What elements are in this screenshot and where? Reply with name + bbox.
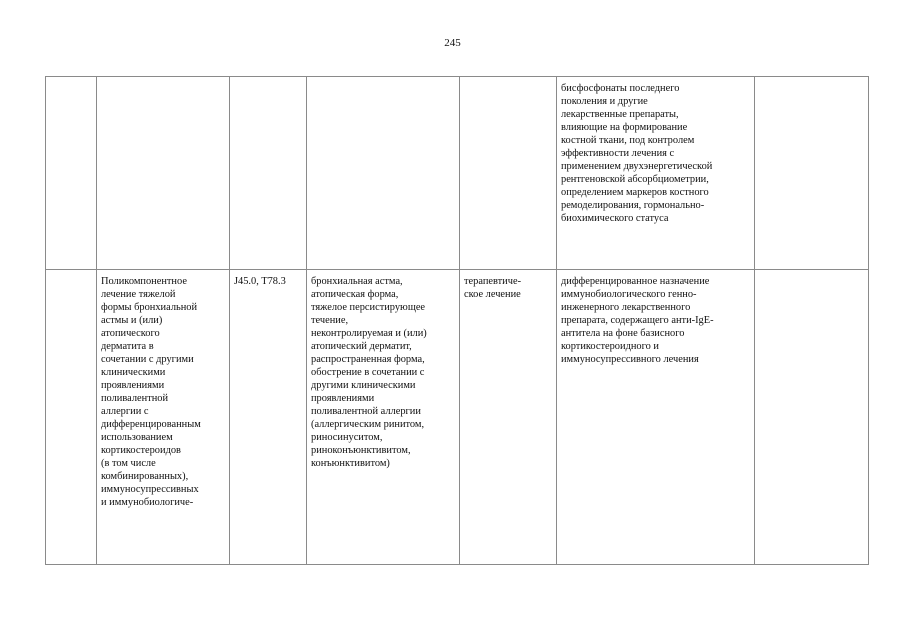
cell-icd-codes [230,77,307,270]
cell-treatment-method: бисфосфонаты последнего поколения и другие лекарственные препараты, влияющие на формирование костной ткани, под контролем эффективности лечения с применением двухэнергетической рентгеновской абсорбциометрии, определением маркеров костного ремоделирования, гормонально- биохимического статуса [557,77,755,270]
medical-care-table [45,76,869,565]
cell-treatment-method: дифференцированное назначение иммунобиологического генно- инженерного лекарственного препарата, содержащего анти-IgE- антитела на фоне базисного кортикостероидного и иммуносупрессивного лечения [557,270,755,565]
cell-cost [755,77,869,270]
cell-patient-model [307,77,460,270]
cell-cost [755,270,869,565]
cell-number [46,270,97,565]
cell-number [46,77,97,270]
table-row [46,270,869,565]
cell-care-type: Поликомпонентное лечение тяжелой формы бронхиальной астмы и (или) атопического дерматита в сочетании с другими клиническими проявлениями поливалентной аллергии с дифференцированным использованием кортикостероидов (в том числе комбинированных), иммуносупрессивных и иммунобиологиче- [97,270,230,565]
table-row [46,77,869,270]
page-number: 245 [444,37,461,49]
cell-treatment-type: терапевтиче- ское лечение [460,270,557,565]
cell-icd-codes: J45.0, T78.3 [230,270,307,565]
cell-patient-model: бронхиальная астма, атопическая форма, тяжелое персистирующее течение, неконтролируемая и (или) атопический дерматит, распространенная форма, обострение в сочетании с другими клиническими проявлениями поливалентной аллергии (аллергическим ринитом, риносинуситом, риноконъюнктивитом, конъюнктивитом) [307,270,460,565]
cell-care-type [97,77,230,270]
cell-treatment-type [460,77,557,270]
